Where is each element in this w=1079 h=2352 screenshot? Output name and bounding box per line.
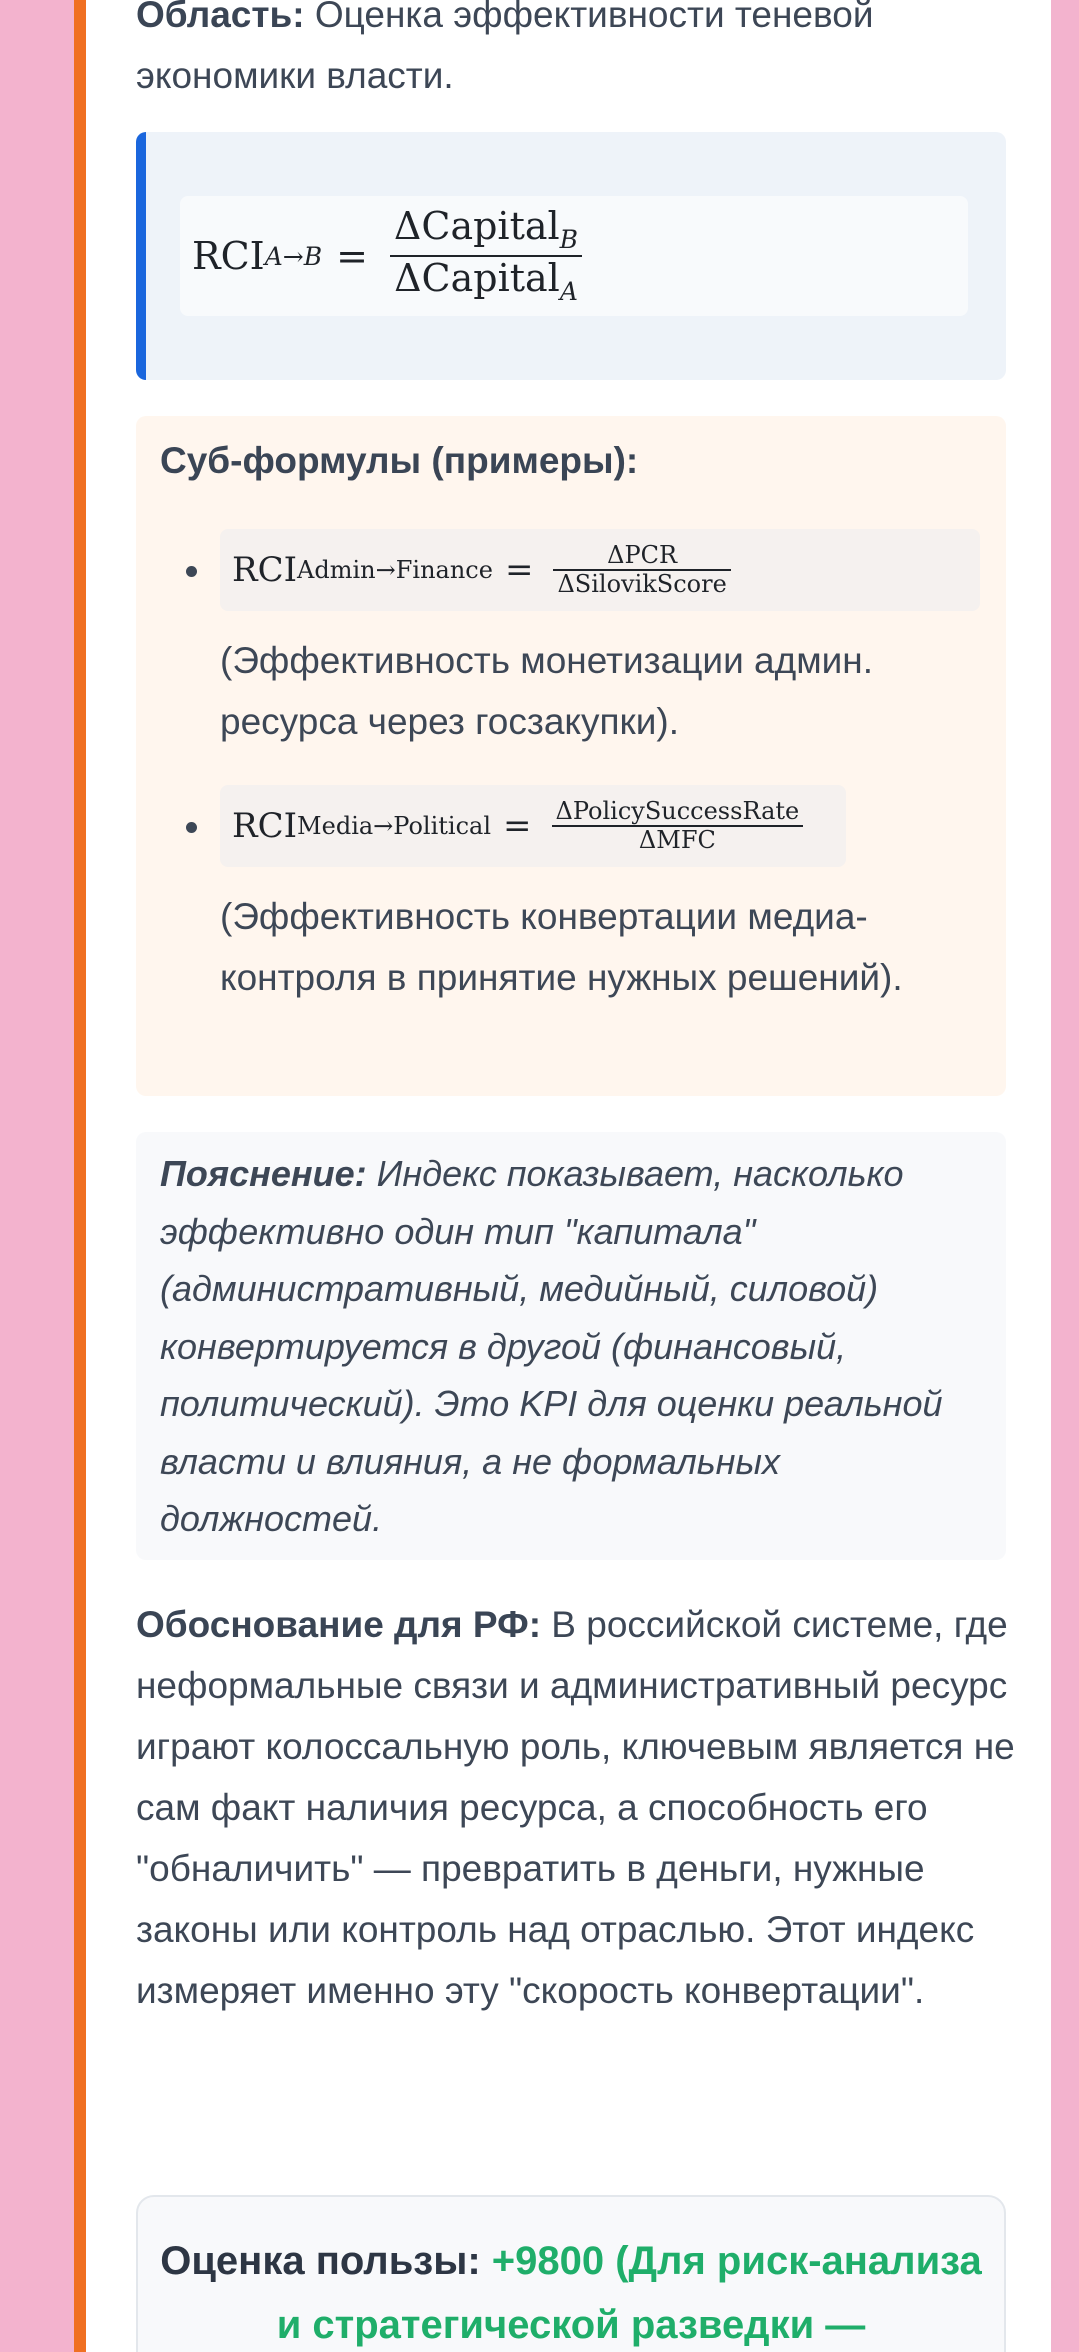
main-formula-fraction: [390, 205, 582, 307]
explanation-label: Пояснение:: [160, 1153, 367, 1194]
main-formula-numerator-sub: B: [559, 225, 579, 255]
main-formula-box: [136, 132, 1006, 380]
sub-formulas-box: [136, 416, 1006, 1096]
sub-formula-1-lhs-sub: Admin→Finance: [297, 556, 493, 584]
explanation-paragraph: [160, 1145, 990, 1548]
article-card: [74, 0, 1051, 2352]
explanation-box: [136, 1132, 1006, 1560]
area-label: Область:: [136, 0, 305, 35]
sub-formula-1-eq: =: [504, 550, 534, 590]
explanation-text: Индекс показывает, насколько эффективно один тип "капитала" (административный, медийный, силовой) конвертируется в другой (финансовый, политический). Это KPI для оценки реальной власти и влияния, а не формальных должностей.: [160, 1153, 943, 1539]
main-formula-lhs: RCI: [192, 234, 265, 278]
sub-formula-2-lhs-sub: Media→Political: [297, 812, 492, 840]
main-formula: [180, 196, 968, 316]
sub-formula-1-fraction: [553, 542, 730, 599]
sub-formula-1-numerator: ΔPCR: [607, 540, 678, 569]
benefit-label: Оценка пользы:: [160, 2239, 492, 2283]
main-formula-eq: =: [336, 234, 368, 278]
sub-formula-2-denominator: ΔMFC: [638, 825, 716, 854]
sub-formula-2: [220, 785, 846, 867]
justification-paragraph: [136, 1594, 1016, 2021]
sub-formula-2-description: (Эффективность конвертации медиа-контроля в принятие нужных решений).: [220, 896, 903, 998]
benefit-paragraph: [158, 2229, 984, 2352]
sub-formulas-title: Суб-формулы (примеры):: [160, 440, 639, 481]
sub-formula-1: [220, 529, 980, 611]
main-formula-denominator-text: ΔCapital: [394, 256, 560, 300]
benefit-box: [136, 2195, 1006, 2352]
benefit-value: +9800 (Для риск-анализа и стратегической разведки —: [276, 2239, 982, 2347]
sub-formula-1-denominator: ΔSilovikScore: [557, 569, 727, 598]
main-formula-numerator: [390, 205, 582, 255]
sub-formula-2-numerator: ΔPolicySuccessRate: [555, 796, 800, 825]
sub-formula-1-description: (Эффективность монетизации админ. ресурса через госзакупки).: [220, 640, 874, 742]
main-formula-numerator-text: ΔCapital: [393, 204, 560, 249]
sub-formula-1-lhs: RCI: [232, 550, 298, 590]
area-text: Оценка эффективности теневой экономики власти.: [136, 0, 874, 96]
justification-text: В российской системе, где неформальные связи и административный ресурс играют колоссальную роль, ключевым является не сам факт наличия ресурса, а способность его "обналичить" — превратить в деньги, нужные законы или контроль над отраслью. Этот индекс измеряет именно эту "скорость конвертации".: [136, 1604, 1015, 2011]
justification-label: Обоснование для РФ:: [136, 1604, 542, 1645]
bullet-icon: [186, 566, 197, 577]
sub-formula-2-lhs: RCI: [232, 806, 298, 846]
main-formula-denominator-sub: A: [559, 277, 578, 306]
main-formula-denominator: [390, 257, 582, 307]
main-formula-lhs-sub: A→B: [264, 241, 323, 271]
bullet-icon: [186, 822, 197, 833]
sub-formula-2-eq: =: [503, 806, 532, 846]
area-paragraph: [136, 0, 1006, 106]
sub-formula-2-fraction: [552, 798, 804, 855]
